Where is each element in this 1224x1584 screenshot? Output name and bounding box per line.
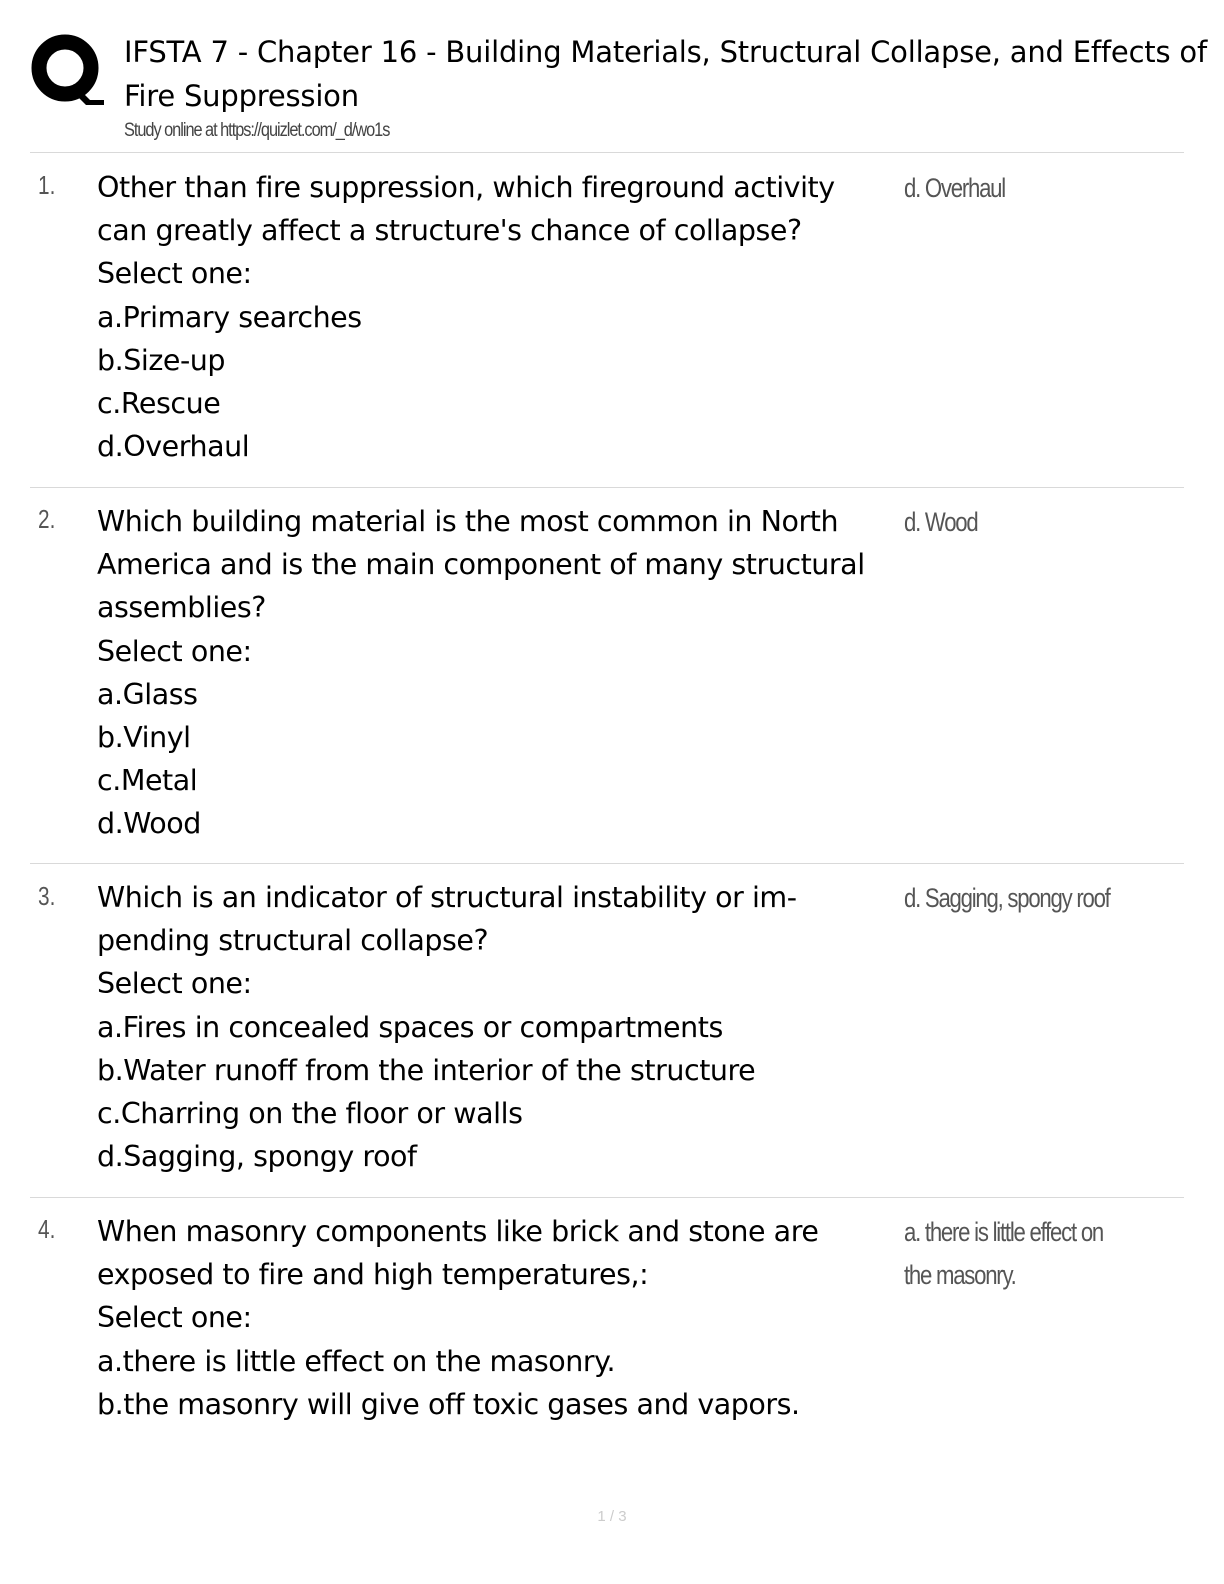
card-answer	[904, 167, 1150, 210]
title-line-1: IFSTA 7 - Chapter 16 - Building Materials, Structural Collapse, and Effects of	[124, 35, 1207, 69]
card-number: 3.	[38, 881, 56, 911]
option-a: a.Primary searches	[97, 300, 362, 334]
question-line: Which is an indicator of structural instability or im-	[97, 881, 797, 914]
question-line: exposed to fire and high temperatures,:	[97, 1258, 649, 1292]
question-line: Select one:	[97, 1301, 252, 1335]
card-answer	[904, 877, 1150, 920]
card-number: 4.	[38, 1214, 56, 1244]
page-title	[124, 30, 1224, 118]
card-answer	[904, 1211, 1150, 1297]
card-number: 1.	[38, 170, 56, 200]
option-a: a.there is little effect on the masonry.	[97, 1344, 616, 1378]
question-line: pending structural collapse?	[97, 924, 489, 958]
option-c: c.Rescue	[97, 387, 221, 421]
answer-line: d. Wood	[904, 507, 978, 537]
divider	[30, 487, 1184, 488]
divider	[30, 1197, 1184, 1198]
page-header	[0, 0, 1224, 152]
card-answer	[904, 501, 1150, 544]
answer-line: the masonry.	[904, 1260, 1016, 1290]
question-line: assemblies?	[97, 591, 266, 625]
question-line: Select one:	[97, 257, 252, 291]
divider	[30, 863, 1184, 864]
question-line: Select one:	[97, 634, 252, 668]
quizlet-logo-icon	[30, 34, 104, 108]
divider	[30, 152, 1184, 153]
question-line: can greatly affect a structure's chance of collapse?	[97, 214, 802, 248]
answer-line: a. there is little effect on	[904, 1217, 1103, 1247]
card-question	[97, 1210, 897, 1426]
option-a: a.Glass	[97, 677, 198, 711]
study-online-link[interactable]: Study online at https://quizlet.com/_d/wo1s	[124, 120, 390, 141]
option-b: b.Vinyl	[97, 721, 191, 755]
option-c: c.Metal	[97, 764, 198, 798]
card-question	[97, 166, 897, 468]
question-line: Select one:	[97, 967, 252, 1001]
question-line: America and is the main component of many structural	[97, 548, 865, 582]
title-line-2: Fire Suppression	[124, 79, 359, 113]
page-indicator: 1 / 3	[597, 1508, 627, 1525]
option-c: c.Charring on the floor or walls	[97, 1097, 523, 1131]
card-question	[97, 500, 897, 846]
question-line: Other than fire suppression, which fireground activity	[97, 171, 835, 204]
answer-line: d. Overhaul	[904, 173, 1005, 203]
option-a: a.Fires in concealed spaces or compartments	[97, 1010, 723, 1044]
option-b: b.Water runoff from the interior of the structure	[97, 1053, 756, 1087]
option-b: b.the masonry will give off toxic gases and vapors.	[97, 1387, 800, 1421]
question-line: Which building material is the most common in North	[97, 505, 839, 538]
question-line: When masonry components like brick and stone are	[97, 1215, 819, 1248]
answer-line: d. Sagging, spongy roof	[904, 883, 1110, 913]
option-d: d.Overhaul	[97, 430, 250, 464]
card-question	[97, 876, 897, 1178]
card-number: 2.	[38, 504, 56, 534]
option-d: d.Wood	[97, 807, 201, 841]
option-d: d.Sagging, spongy roof	[97, 1140, 417, 1174]
option-b: b.Size-up	[97, 343, 226, 377]
